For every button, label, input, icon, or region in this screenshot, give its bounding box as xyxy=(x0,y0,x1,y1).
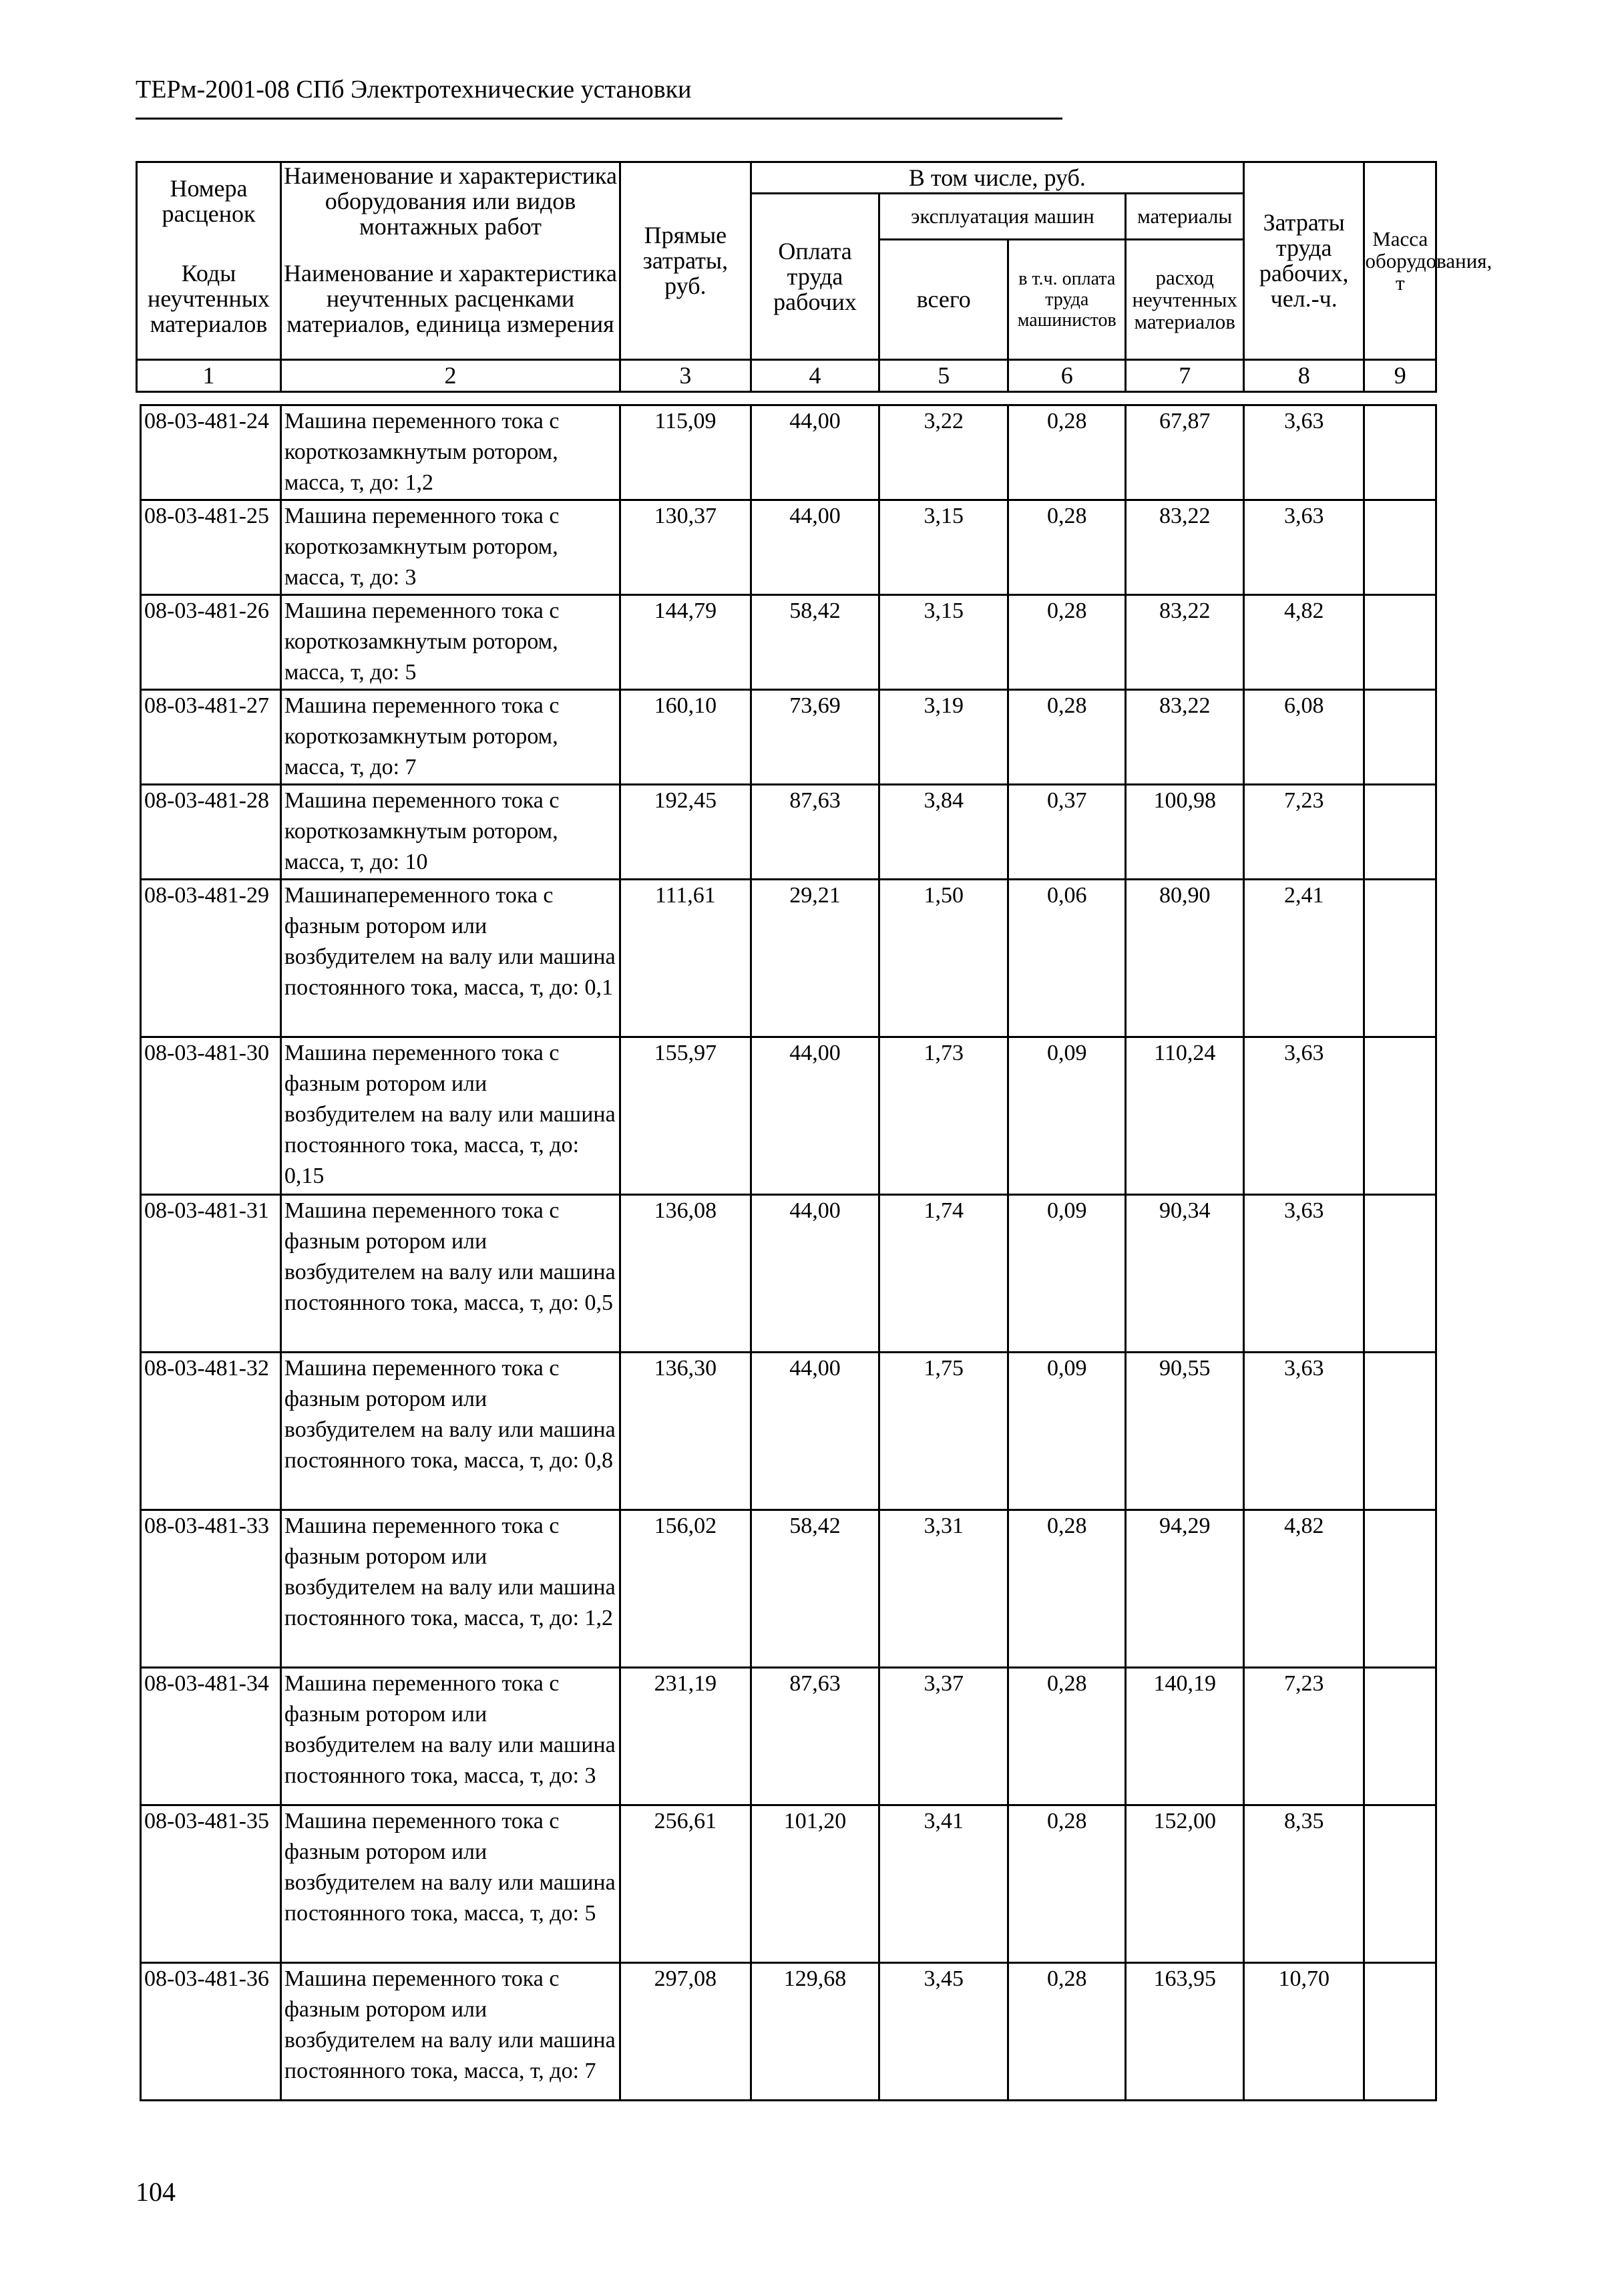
header-num-3: 3 xyxy=(620,359,751,391)
header-unaccounted-materials: Наименование и характеристика неучтенных расценками материалов, единица измерения xyxy=(280,239,620,359)
direct-cost-cell: 231,19 xyxy=(620,1668,751,1805)
header-equipment-mass: Масса оборудования, т xyxy=(1364,162,1436,360)
materials-cell: 67,87 xyxy=(1126,405,1243,500)
header-labor-hours: Затраты труда рабочих, чел.-ч. xyxy=(1243,162,1364,360)
header-machine-operation: эксплуатация машин xyxy=(879,194,1126,240)
header-work-name: Наименование и характеристика оборудования или видов монтажных работ xyxy=(280,162,620,240)
header-num-8: 8 xyxy=(1243,359,1364,391)
labor-hours-cell: 4,82 xyxy=(1243,1510,1364,1668)
equipment-mass-cell xyxy=(1364,1037,1436,1195)
equipment-mass-cell xyxy=(1364,1805,1436,1963)
machine-total-cell: 3,45 xyxy=(879,1963,1008,2101)
labor-pay-cell: 87,63 xyxy=(751,1668,879,1805)
table-row xyxy=(141,880,1436,1037)
direct-cost-cell: 130,37 xyxy=(620,500,751,595)
machine-total-cell: 3,31 xyxy=(879,1510,1008,1668)
header-machinist-pay: в т.ч. оплата труда машинистов xyxy=(1008,239,1126,359)
rate-code: 08-03-481-26 xyxy=(141,595,281,690)
labor-hours-cell: 10,70 xyxy=(1243,1963,1364,2101)
work-name: Машина переменного тока с фазным ротором или возбудителем на валу или машина постоянного тока, масса, т, до: 5 xyxy=(280,1805,620,1963)
table-row xyxy=(141,405,1436,500)
title-underline xyxy=(136,118,1062,120)
materials-cell: 90,55 xyxy=(1126,1353,1243,1510)
materials-cell: 152,00 xyxy=(1126,1805,1243,1963)
labor-pay-cell: 44,00 xyxy=(751,405,879,500)
machinist-pay-cell: 0,28 xyxy=(1008,405,1126,500)
table-row xyxy=(141,1805,1436,1963)
work-name: Машина переменного тока с короткозамкнутым ротором, масса, т, до: 1,2 xyxy=(280,405,620,500)
rate-code: 08-03-481-27 xyxy=(141,690,281,785)
header-table xyxy=(136,161,1492,393)
header-direct-costs: Прямые затраты, руб. xyxy=(620,162,751,360)
materials-cell: 110,24 xyxy=(1126,1037,1243,1195)
rate-code: 08-03-481-31 xyxy=(141,1195,281,1353)
labor-pay-cell: 58,42 xyxy=(751,1510,879,1668)
header-num-2: 2 xyxy=(280,359,620,391)
equipment-mass-cell xyxy=(1364,785,1436,880)
work-name: Машина переменного тока с короткозамкнутым ротором, масса, т, до: 7 xyxy=(280,690,620,785)
rate-code: 08-03-481-33 xyxy=(141,1510,281,1668)
materials-cell: 83,22 xyxy=(1126,690,1243,785)
materials-cell: 140,19 xyxy=(1126,1668,1243,1805)
labor-pay-cell: 101,20 xyxy=(751,1805,879,1963)
machinist-pay-cell: 0,09 xyxy=(1008,1353,1126,1510)
rate-code: 08-03-481-29 xyxy=(141,880,281,1037)
header-materials: материалы xyxy=(1126,194,1243,240)
labor-pay-cell: 44,00 xyxy=(751,500,879,595)
equipment-mass-cell xyxy=(1364,1668,1436,1805)
labor-pay-cell: 44,00 xyxy=(751,1037,879,1195)
rate-code: 08-03-481-28 xyxy=(141,785,281,880)
rate-code: 08-03-481-25 xyxy=(141,500,281,595)
work-name: Машина переменного тока с короткозамкнутым ротором, масса, т, до: 10 xyxy=(280,785,620,880)
direct-cost-cell: 115,09 xyxy=(620,405,751,500)
equipment-mass-cell xyxy=(1364,690,1436,785)
labor-hours-cell: 3,63 xyxy=(1243,1037,1364,1195)
page-number: 104 xyxy=(136,2177,176,2207)
rates-table xyxy=(140,404,1437,2101)
machine-total-cell: 1,50 xyxy=(879,880,1008,1037)
machinist-pay-cell: 0,09 xyxy=(1008,1037,1126,1195)
header-unaccounted-codes: Коды неучтенных материалов xyxy=(137,239,281,359)
direct-cost-cell: 156,02 xyxy=(620,1510,751,1668)
machinist-pay-cell: 0,28 xyxy=(1008,595,1126,690)
labor-pay-cell: 44,00 xyxy=(751,1353,879,1510)
header-num-5: 5 xyxy=(879,359,1008,391)
work-name: Машина переменного тока с фазным ротором или возбудителем на валу или машина постоянного тока, масса, т, до: 0,8 xyxy=(280,1353,620,1510)
work-name: Машина переменного тока с фазным ротором или возбудителем на валу или машина постоянного тока, масса, т, до: 1,2 xyxy=(280,1510,620,1668)
machine-total-cell: 1,74 xyxy=(879,1195,1008,1353)
direct-cost-cell: 192,45 xyxy=(620,785,751,880)
equipment-mass-cell xyxy=(1364,500,1436,595)
header-num-4: 4 xyxy=(751,359,879,391)
materials-cell: 80,90 xyxy=(1126,880,1243,1037)
rate-code: 08-03-481-35 xyxy=(141,1805,281,1963)
labor-pay-cell: 29,21 xyxy=(751,880,879,1037)
materials-cell: 163,95 xyxy=(1126,1963,1243,2101)
machinist-pay-cell: 0,28 xyxy=(1008,690,1126,785)
direct-cost-cell: 136,08 xyxy=(620,1195,751,1353)
work-name: Машина переменного тока с короткозамкнутым ротором, масса, т, до: 3 xyxy=(280,500,620,595)
machinist-pay-cell: 0,28 xyxy=(1008,1510,1126,1668)
direct-cost-cell: 144,79 xyxy=(620,595,751,690)
table-row xyxy=(141,1195,1436,1353)
direct-cost-cell: 155,97 xyxy=(620,1037,751,1195)
direct-cost-cell: 256,61 xyxy=(620,1805,751,1963)
machine-total-cell: 3,22 xyxy=(879,405,1008,500)
header-including: В том числе, руб. xyxy=(751,162,1243,194)
work-name: Машина переменного тока с фазным ротором или возбудителем на валу или машина постоянного тока, масса, т, до: 7 xyxy=(280,1963,620,2101)
machine-total-cell: 1,75 xyxy=(879,1353,1008,1510)
equipment-mass-cell xyxy=(1364,1963,1436,2101)
equipment-mass-cell xyxy=(1364,595,1436,690)
machinist-pay-cell: 0,37 xyxy=(1008,785,1126,880)
labor-pay-cell: 73,69 xyxy=(751,690,879,785)
machinist-pay-cell: 0,06 xyxy=(1008,880,1126,1037)
materials-cell: 83,22 xyxy=(1126,500,1243,595)
rate-code: 08-03-481-36 xyxy=(141,1963,281,2101)
machine-total-cell: 3,15 xyxy=(879,595,1008,690)
materials-cell: 94,29 xyxy=(1126,1510,1243,1668)
labor-hours-cell: 6,08 xyxy=(1243,690,1364,785)
equipment-mass-cell xyxy=(1364,880,1436,1037)
equipment-mass-cell xyxy=(1364,405,1436,500)
materials-cell: 90,34 xyxy=(1126,1195,1243,1353)
header-labor-pay: Оплата труда рабочих xyxy=(751,194,879,360)
table-row xyxy=(141,1037,1436,1195)
rate-code: 08-03-481-32 xyxy=(141,1353,281,1510)
rate-code: 08-03-481-24 xyxy=(141,405,281,500)
labor-hours-cell: 3,63 xyxy=(1243,1353,1364,1510)
labor-hours-cell: 7,23 xyxy=(1243,1668,1364,1805)
labor-pay-cell: 87,63 xyxy=(751,785,879,880)
rate-code: 08-03-481-30 xyxy=(141,1037,281,1195)
work-name: Машина переменного тока с фазным ротором или возбудителем на валу или машина постоянного тока, масса, т, до: 0,5 xyxy=(280,1195,620,1353)
header-num-6: 6 xyxy=(1008,359,1126,391)
table-row xyxy=(141,785,1436,880)
work-name: Машинапеременного тока с фазным ротором или возбудителем на валу или машина постоянного тока, масса, т, до: 0,1 xyxy=(280,880,620,1037)
labor-pay-cell: 58,42 xyxy=(751,595,879,690)
machine-total-cell: 1,73 xyxy=(879,1037,1008,1195)
equipment-mass-cell xyxy=(1364,1510,1436,1668)
work-name: Машина переменного тока с короткозамкнутым ротором, масса, т, до: 5 xyxy=(280,595,620,690)
work-name: Машина переменного тока с фазным ротором или возбудителем на валу или машина постоянного тока, масса, т, до: 3 xyxy=(280,1668,620,1805)
equipment-mass-cell xyxy=(1364,1195,1436,1353)
header-rate-numbers: Номера расценок xyxy=(137,162,281,240)
direct-cost-cell: 160,10 xyxy=(620,690,751,785)
table-row xyxy=(141,690,1436,785)
labor-hours-cell: 8,35 xyxy=(1243,1805,1364,1963)
machinist-pay-cell: 0,28 xyxy=(1008,1963,1126,2101)
header-num-1: 1 xyxy=(137,359,281,391)
rate-code: 08-03-481-34 xyxy=(141,1668,281,1805)
machine-total-cell: 3,84 xyxy=(879,785,1008,880)
direct-cost-cell: 297,08 xyxy=(620,1963,751,2101)
machinist-pay-cell: 0,09 xyxy=(1008,1195,1126,1353)
equipment-mass-cell xyxy=(1364,1353,1436,1510)
machine-total-cell: 3,15 xyxy=(879,500,1008,595)
header-unaccounted-consumption: расход неучтенных материалов xyxy=(1126,239,1243,359)
machinist-pay-cell: 0,28 xyxy=(1008,1668,1126,1805)
document-title: ТЕРм-2001-08 СПб Электротехнические установки xyxy=(136,75,692,104)
table-row xyxy=(141,1963,1436,2101)
header-num-7: 7 xyxy=(1126,359,1243,391)
labor-pay-cell: 129,68 xyxy=(751,1963,879,2101)
table-row xyxy=(141,595,1436,690)
labor-hours-cell: 3,63 xyxy=(1243,1195,1364,1353)
labor-hours-cell: 2,41 xyxy=(1243,880,1364,1037)
labor-pay-cell: 44,00 xyxy=(751,1195,879,1353)
labor-hours-cell: 3,63 xyxy=(1243,405,1364,500)
labor-hours-cell: 4,82 xyxy=(1243,595,1364,690)
materials-cell: 83,22 xyxy=(1126,595,1243,690)
labor-hours-cell: 3,63 xyxy=(1243,500,1364,595)
direct-cost-cell: 136,30 xyxy=(620,1353,751,1510)
machine-total-cell: 3,37 xyxy=(879,1668,1008,1805)
table-row xyxy=(141,500,1436,595)
table-row xyxy=(141,1510,1436,1668)
table-row xyxy=(141,1353,1436,1510)
machinist-pay-cell: 0,28 xyxy=(1008,500,1126,595)
work-name: Машина переменного тока с фазным ротором или возбудителем на валу или машина постоянного тока, масса, т, до: 0,15 xyxy=(280,1037,620,1195)
direct-cost-cell: 111,61 xyxy=(620,880,751,1037)
machinist-pay-cell: 0,28 xyxy=(1008,1805,1126,1963)
machine-total-cell: 3,19 xyxy=(879,690,1008,785)
machine-total-cell: 3,41 xyxy=(879,1805,1008,1963)
table-row xyxy=(141,1668,1436,1805)
header-num-9: 9 xyxy=(1364,359,1436,391)
header-machine-total: всего xyxy=(879,239,1008,359)
labor-hours-cell: 7,23 xyxy=(1243,785,1364,880)
materials-cell: 100,98 xyxy=(1126,785,1243,880)
